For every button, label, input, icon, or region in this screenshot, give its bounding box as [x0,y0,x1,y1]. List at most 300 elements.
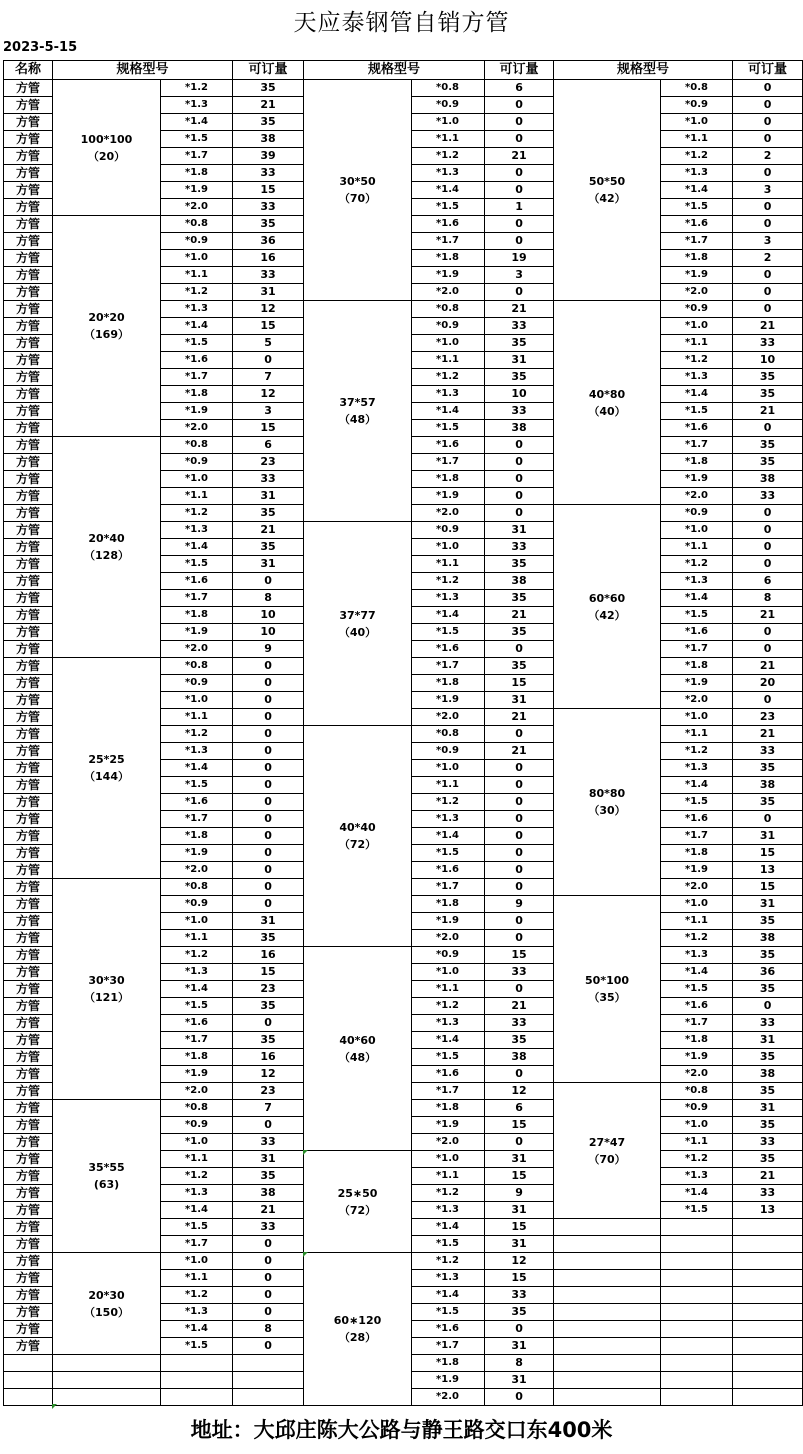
quantity-cell: 15 [733,879,803,896]
quantity-cell: 0 [233,1338,304,1355]
quantity-cell: 0 [233,352,304,369]
thickness-cell: *0.8 [661,80,733,97]
quantity-cell: 36 [233,233,304,250]
thickness-cell: *1.7 [161,148,233,165]
thickness-cell: *1.6 [661,624,733,641]
header-spec-2: 规格型号 [304,61,485,80]
product-name-cell: 方管 [4,896,53,913]
quantity-cell: 16 [233,1049,304,1066]
quantity-cell: 0 [233,1253,304,1270]
thickness-cell: *1.6 [661,998,733,1015]
product-name-cell: 方管 [4,131,53,148]
quantity-cell: 15 [233,318,304,335]
quantity-cell: 38 [733,1066,803,1083]
thickness-cell: *1.2 [412,573,485,590]
quantity-cell: 0 [233,709,304,726]
thickness-cell: *2.0 [412,709,485,726]
thickness-cell: *1.0 [161,471,233,488]
quantity-cell: 0 [485,1321,554,1338]
thickness-cell: *0.9 [161,675,233,692]
product-name-cell: 方管 [4,1032,53,1049]
quantity-cell: 33 [485,964,554,981]
table-row [4,1253,803,1270]
spec-size: 20*40 [88,532,125,545]
quantity-cell: 0 [233,1015,304,1032]
quantity-cell: 0 [485,794,554,811]
quantity-cell: 7 [233,369,304,386]
quantity-cell: 13 [733,1202,803,1219]
thickness-cell: *1.2 [161,284,233,301]
quantity-cell: 31 [485,692,554,709]
thickness-cell: *1.0 [161,692,233,709]
quantity-cell: 35 [733,437,803,454]
quantity-cell: 15 [485,1117,554,1134]
quantity-cell: 21 [733,318,803,335]
quantity-cell: 9 [485,1185,554,1202]
spec-group-cell [554,505,661,709]
thickness-cell: *1.5 [661,403,733,420]
thickness-cell: *2.0 [412,930,485,947]
spec-group-cell [554,80,661,301]
thickness-cell: *1.5 [161,1219,233,1236]
quantity-cell: 31 [485,352,554,369]
thickness-cell: *1.0 [412,539,485,556]
thickness-cell: *1.2 [661,556,733,573]
quantity-cell: 33 [485,318,554,335]
spec-count: （121） [84,991,129,1004]
product-name-cell: 方管 [4,505,53,522]
quantity-cell: 35 [733,913,803,930]
quantity-cell: 0 [233,862,304,879]
product-name-cell: 方管 [4,1168,53,1185]
quantity-cell: 3 [485,267,554,284]
empty-quantity-cell [733,1253,803,1270]
thickness-cell: *1.7 [661,641,733,658]
thickness-cell: *1.1 [161,1151,233,1168]
thickness-cell: *1.3 [661,573,733,590]
quantity-cell: 0 [233,828,304,845]
thickness-cell: *1.1 [661,539,733,556]
empty-quantity-cell [733,1355,803,1372]
thickness-cell: *1.3 [661,165,733,182]
date-label: 2023-5-15 [3,40,78,55]
quantity-cell: 35 [233,1168,304,1185]
quantity-cell: 35 [485,369,554,386]
spec-size: 50*100 [585,974,630,987]
quantity-cell: 21 [733,403,803,420]
spec-group-cell [304,1151,412,1253]
thickness-cell: *1.4 [161,539,233,556]
thickness-cell: *1.5 [412,624,485,641]
quantity-cell: 8 [733,590,803,607]
quantity-cell: 0 [485,454,554,471]
spec-group-cell [554,1083,661,1219]
quantity-cell: 35 [733,1049,803,1066]
product-name-cell: 方管 [4,930,53,947]
quantity-cell: 0 [485,913,554,930]
empty-spec-cell [554,1355,661,1372]
thickness-cell: *1.4 [161,1321,233,1338]
thickness-cell: *1.1 [161,709,233,726]
quantity-cell: 20 [733,675,803,692]
quantity-cell: 31 [485,1372,554,1389]
empty-quantity-cell [733,1287,803,1304]
quantity-cell: 33 [485,403,554,420]
quantity-cell: 12 [233,1066,304,1083]
empty-thickness-cell [661,1389,733,1406]
spec-size: 35*55 [88,1161,125,1174]
thickness-cell: *1.4 [661,777,733,794]
quantity-cell: 21 [485,301,554,318]
quantity-cell: 21 [233,1202,304,1219]
thickness-cell: *1.0 [661,522,733,539]
quantity-cell: 21 [485,148,554,165]
quantity-cell: 15 [233,964,304,981]
empty-thickness-cell [661,1372,733,1389]
thickness-cell: *1.7 [161,1236,233,1253]
quantity-cell: 35 [233,539,304,556]
thickness-cell: *1.5 [661,607,733,624]
quantity-cell: 38 [733,930,803,947]
thickness-cell: *1.4 [161,981,233,998]
quantity-cell: 35 [233,80,304,97]
quantity-cell: 0 [485,182,554,199]
empty-spec-cell [554,1372,661,1389]
thickness-cell: *1.9 [161,624,233,641]
quantity-cell: 35 [733,1117,803,1134]
thickness-cell: *0.8 [161,1100,233,1117]
product-name-cell: 方管 [4,437,53,454]
quantity-cell: 35 [485,335,554,352]
thickness-cell: *1.2 [661,1151,733,1168]
quantity-cell: 0 [485,1066,554,1083]
spec-size: 27*47 [588,1135,626,1149]
quantity-cell: 35 [233,1032,304,1049]
thickness-cell: *1.3 [161,964,233,981]
spec-group-cell [554,301,661,505]
quantity-cell: 0 [733,692,803,709]
spec-count: （40） [588,404,626,418]
product-name-cell: 方管 [4,386,53,403]
thickness-cell: *1.5 [412,1304,485,1321]
quantity-cell: 0 [485,165,554,182]
product-name-cell: 方管 [4,1066,53,1083]
quantity-cell: 0 [485,862,554,879]
quantity-cell: 21 [733,607,803,624]
spec-size: 60∗120 [333,1314,382,1327]
empty-quantity-cell [233,1355,304,1372]
thickness-cell: *1.4 [412,828,485,845]
empty-thickness-cell [661,1304,733,1321]
product-name-cell: 方管 [4,539,53,556]
thickness-cell: *1.9 [661,675,733,692]
thickness-cell: *2.0 [661,692,733,709]
quantity-cell: 21 [485,709,554,726]
spec-size: 30*30 [88,974,125,987]
thickness-cell: *2.0 [161,199,233,216]
thickness-cell: *1.4 [661,386,733,403]
thickness-cell: *1.6 [161,1015,233,1032]
quantity-cell: 0 [233,658,304,675]
thickness-cell: *1.4 [161,318,233,335]
thickness-cell: *1.8 [412,1355,485,1372]
thickness-cell: *1.9 [161,845,233,862]
spec-count: （169） [84,328,129,341]
spec-group-cell [554,709,661,896]
thickness-cell: *1.9 [412,1117,485,1134]
quantity-cell: 0 [485,97,554,114]
thickness-cell: *1.2 [412,1253,485,1270]
thickness-cell: *1.4 [661,590,733,607]
product-name-cell [4,1355,53,1372]
empty-thickness-cell [161,1372,233,1389]
quantity-cell: 0 [485,1389,554,1406]
thickness-cell: *1.2 [161,1168,233,1185]
thickness-cell: *0.9 [161,1117,233,1134]
product-name-cell: 方管 [4,998,53,1015]
quantity-cell: 35 [733,369,803,386]
quantity-cell: 0 [233,573,304,590]
thickness-cell: *1.7 [661,437,733,454]
product-name-cell: 方管 [4,114,53,131]
thickness-cell: *1.9 [412,692,485,709]
product-name-cell: 方管 [4,658,53,675]
thickness-cell: *1.0 [661,318,733,335]
thickness-cell: *0.8 [161,879,233,896]
quantity-cell: 21 [485,998,554,1015]
thickness-cell: *1.2 [412,998,485,1015]
quantity-cell: 0 [485,777,554,794]
product-name-cell: 方管 [4,777,53,794]
empty-thickness-cell [661,1236,733,1253]
quantity-cell: 21 [485,743,554,760]
thickness-cell: *1.3 [412,165,485,182]
spec-group-cell [554,896,661,1083]
spec-count: （35） [588,991,626,1004]
quantity-cell: 31 [733,1100,803,1117]
quantity-cell: 12 [485,1083,554,1100]
spec-group-cell [53,437,161,658]
thickness-cell: *1.9 [161,403,233,420]
quantity-cell: 21 [733,658,803,675]
quantity-cell: 6 [733,573,803,590]
product-name-cell: 方管 [4,573,53,590]
quantity-cell: 10 [233,607,304,624]
thickness-cell: *1.3 [412,811,485,828]
cell-comment-marker [303,1252,308,1257]
quantity-cell: 23 [233,981,304,998]
product-name-cell: 方管 [4,471,53,488]
thickness-cell: *1.2 [412,148,485,165]
thickness-cell: *1.9 [412,267,485,284]
quantity-cell: 0 [733,624,803,641]
quantity-cell: 0 [733,811,803,828]
empty-quantity-cell [733,1321,803,1338]
quantity-cell: 35 [485,556,554,573]
quantity-cell: 10 [733,352,803,369]
spec-group-cell [304,301,412,522]
quantity-cell: 15 [485,1168,554,1185]
quantity-cell: 15 [485,1270,554,1287]
product-name-cell: 方管 [4,624,53,641]
empty-thickness-cell [661,1253,733,1270]
quantity-cell: 0 [733,131,803,148]
quantity-cell: 0 [233,845,304,862]
thickness-cell: *1.8 [161,165,233,182]
product-name-cell: 方管 [4,182,53,199]
thickness-cell: *1.2 [161,1287,233,1304]
empty-quantity-cell [733,1389,803,1406]
quantity-cell: 35 [733,454,803,471]
thickness-cell: *1.5 [661,981,733,998]
thickness-cell: *1.6 [412,1321,485,1338]
spec-size: 80*80 [588,787,626,800]
spec-count: （72） [338,1203,377,1217]
spec-size: 25∗50 [337,1186,378,1200]
thickness-cell: *1.0 [161,1134,233,1151]
thickness-cell: *2.0 [161,1083,233,1100]
spec-count: （42） [588,608,626,622]
spec-group-cell [304,726,412,947]
product-name-cell: 方管 [4,80,53,97]
thickness-cell: *1.6 [412,862,485,879]
thickness-cell: *1.7 [661,828,733,845]
quantity-cell: 0 [233,1236,304,1253]
thickness-cell: *1.7 [412,879,485,896]
product-name-cell: 方管 [4,590,53,607]
thickness-cell: *1.8 [412,1100,485,1117]
quantity-cell: 0 [485,284,554,301]
thickness-cell: *1.1 [412,981,485,998]
product-name-cell: 方管 [4,947,53,964]
thickness-cell: *1.8 [412,675,485,692]
thickness-cell: *0.8 [161,437,233,454]
thickness-cell: *1.4 [412,403,485,420]
quantity-cell: 35 [233,505,304,522]
thickness-cell: *1.3 [661,947,733,964]
thickness-cell: *1.0 [412,335,485,352]
product-name-cell: 方管 [4,862,53,879]
quantity-cell: 35 [233,930,304,947]
thickness-cell: *1.5 [161,131,233,148]
thickness-cell: *1.5 [661,199,733,216]
quantity-cell: 0 [733,114,803,131]
spec-count: （30） [588,804,626,817]
quantity-cell: 0 [485,131,554,148]
thickness-cell: *1.2 [161,947,233,964]
spec-group-cell [304,1253,412,1406]
thickness-cell: *1.4 [412,1032,485,1049]
quantity-cell: 31 [485,1338,554,1355]
quantity-cell: 21 [233,97,304,114]
empty-thickness-cell [661,1321,733,1338]
product-name-cell: 方管 [4,1049,53,1066]
spec-size: 50*50 [588,175,626,188]
quantity-cell: 0 [733,641,803,658]
quantity-cell: 31 [485,1151,554,1168]
quantity-cell: 0 [733,165,803,182]
thickness-cell: *0.9 [161,454,233,471]
thickness-cell: *1.7 [412,658,485,675]
product-name-cell: 方管 [4,97,53,114]
quantity-cell: 21 [233,522,304,539]
thickness-cell: *1.0 [661,709,733,726]
thickness-cell: *1.7 [412,454,485,471]
thickness-cell: *1.2 [661,148,733,165]
quantity-cell: 0 [485,828,554,845]
thickness-cell: *2.0 [412,1134,485,1151]
quantity-cell: 35 [733,1083,803,1100]
spec-size: 25*25 [88,753,125,766]
quantity-cell: 0 [233,743,304,760]
thickness-cell: *1.5 [412,845,485,862]
thickness-cell: *1.1 [412,556,485,573]
empty-thickness-cell [661,1287,733,1304]
thickness-cell: *1.0 [661,1117,733,1134]
quantity-cell: 21 [733,726,803,743]
quantity-cell: 0 [233,1304,304,1321]
thickness-cell: *1.5 [412,1236,485,1253]
empty-thickness-cell [661,1355,733,1372]
quantity-cell: 39 [233,148,304,165]
thickness-cell: *1.5 [161,335,233,352]
spec-count: (63) [93,1178,120,1191]
product-name-cell: 方管 [4,1287,53,1304]
thickness-cell: *1.8 [161,828,233,845]
quantity-cell: 38 [733,777,803,794]
product-name-cell: 方管 [4,148,53,165]
quantity-cell: 33 [733,1015,803,1032]
quantity-cell: 0 [233,777,304,794]
quantity-cell: 33 [485,1287,554,1304]
product-name-cell: 方管 [4,964,53,981]
product-name-cell: 方管 [4,454,53,471]
header-spec-1: 规格型号 [53,61,233,80]
spec-size: 100*100 [80,132,133,146]
quantity-cell: 0 [485,930,554,947]
product-name-cell: 方管 [4,1236,53,1253]
table-row [4,80,803,97]
empty-thickness-cell [161,1355,233,1372]
thickness-cell: *1.8 [161,607,233,624]
quantity-cell: 15 [485,1219,554,1236]
product-name-cell: 方管 [4,709,53,726]
quantity-cell: 0 [733,420,803,437]
thickness-cell: *1.9 [161,1066,233,1083]
inventory-table [3,60,803,1406]
product-name-cell: 方管 [4,675,53,692]
quantity-cell: 6 [485,1100,554,1117]
empty-spec-cell [554,1219,661,1236]
thickness-cell: *1.0 [661,114,733,131]
empty-spec-cell [53,1372,161,1389]
empty-thickness-cell [661,1270,733,1287]
quantity-cell: 0 [485,726,554,743]
spec-group-cell [53,1100,161,1253]
quantity-cell: 0 [733,539,803,556]
quantity-cell: 0 [233,811,304,828]
thickness-cell: *1.9 [661,1049,733,1066]
table-header-row [4,61,803,80]
quantity-cell: 6 [233,437,304,454]
thickness-cell: *1.8 [161,1049,233,1066]
thickness-cell: *1.1 [161,930,233,947]
spec-count: （48） [338,413,377,426]
quantity-cell: 31 [485,522,554,539]
page-title: 天应泰钢管自销方管 [293,10,510,36]
quantity-cell: 3 [233,403,304,420]
thickness-cell: *2.0 [661,488,733,505]
